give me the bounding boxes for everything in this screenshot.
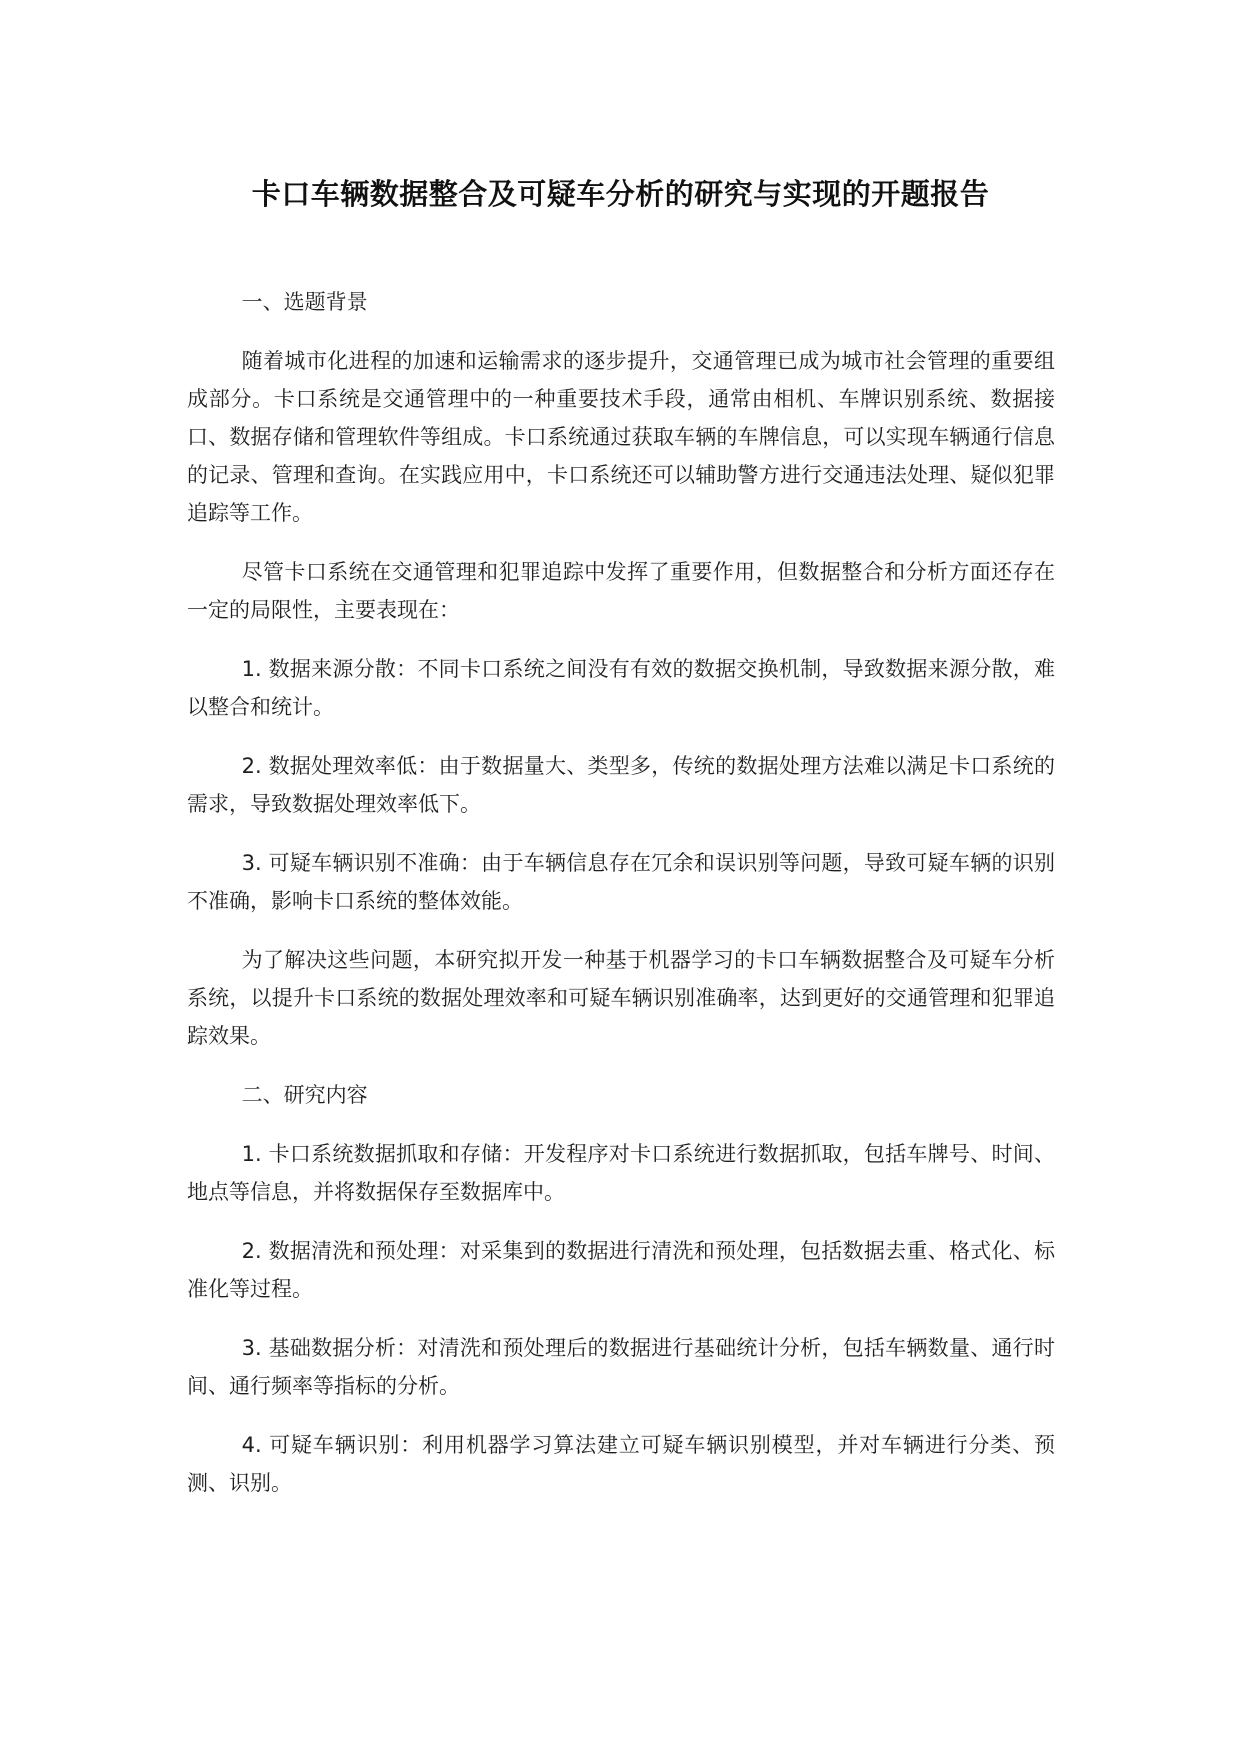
list-item-content-1: 1. 卡口系统数据抓取和存储：开发程序对卡口系统进行数据抓取，包括车牌号、时间、地点等信息，并将数据保存至数据库中。 — [187, 1142, 1055, 1204]
document-body — [187, 283, 1055, 1523]
list-item-limitation-3: 3. 可疑车辆识别不准确：由于车辆信息存在冗余和误识别等问题，导致可疑车辆的识别不准确，影响卡口系统的整体效能。 — [187, 851, 1055, 913]
section-heading-background: 一、选题背景 — [241, 290, 368, 314]
list-item-limitation-2: 2. 数据处理效率低：由于数据量大、类型多，传统的数据处理方法难以满足卡口系统的需求，导致数据处理效率低下。 — [187, 754, 1055, 816]
paragraph-limitations-intro: 尽管卡口系统在交通管理和犯罪追踪中发挥了重要作用，但数据整合和分析方面还存在一定的局限性，主要表现在： — [187, 560, 1055, 622]
paragraph-research-goal: 为了解决这些问题，本研究拟开发一种基于机器学习的卡口车辆数据整合及可疑车分析系统，以提升卡口系统的数据处理效率和可疑车辆识别准确率，达到更好的交通管理和犯罪追踪效果。 — [187, 948, 1055, 1048]
section-heading-research-content: 二、研究内容 — [241, 1083, 368, 1107]
paragraph-background-intro: 随着城市化进程的加速和运输需求的逐步提升，交通管理已成为城市社会管理的重要组成部分。卡口系统是交通管理中的一种重要技术手段，通常由相机、车牌识别系统、数据接口、数据存储和管理软件等组成。卡口系统通过获取车辆的车牌信息，可以实现车辆通行信息的记录、管理和查询。在实践应用中，卡口系统还可以辅助警方进行交通违法处理、疑似犯罪追踪等工作。 — [187, 349, 1055, 525]
document-title: 卡口车辆数据整合及可疑车分析的研究与实现的开题报告 — [251, 177, 990, 211]
list-item-content-4: 4. 可疑车辆识别：利用机器学习算法建立可疑车辆识别模型，并对车辆进行分类、预测、识别。 — [187, 1433, 1055, 1495]
list-item-content-3: 3. 基础数据分析：对清洗和预处理后的数据进行基础统计分析，包括车辆数量、通行时间、通行频率等指标的分析。 — [187, 1336, 1055, 1398]
list-item-limitation-1: 1. 数据来源分散：不同卡口系统之间没有有效的数据交换机制，导致数据来源分散，难以整合和统计。 — [187, 657, 1055, 719]
list-item-content-2: 2. 数据清洗和预处理：对采集到的数据进行清洗和预处理，包括数据去重、格式化、标准化等过程。 — [187, 1239, 1055, 1301]
